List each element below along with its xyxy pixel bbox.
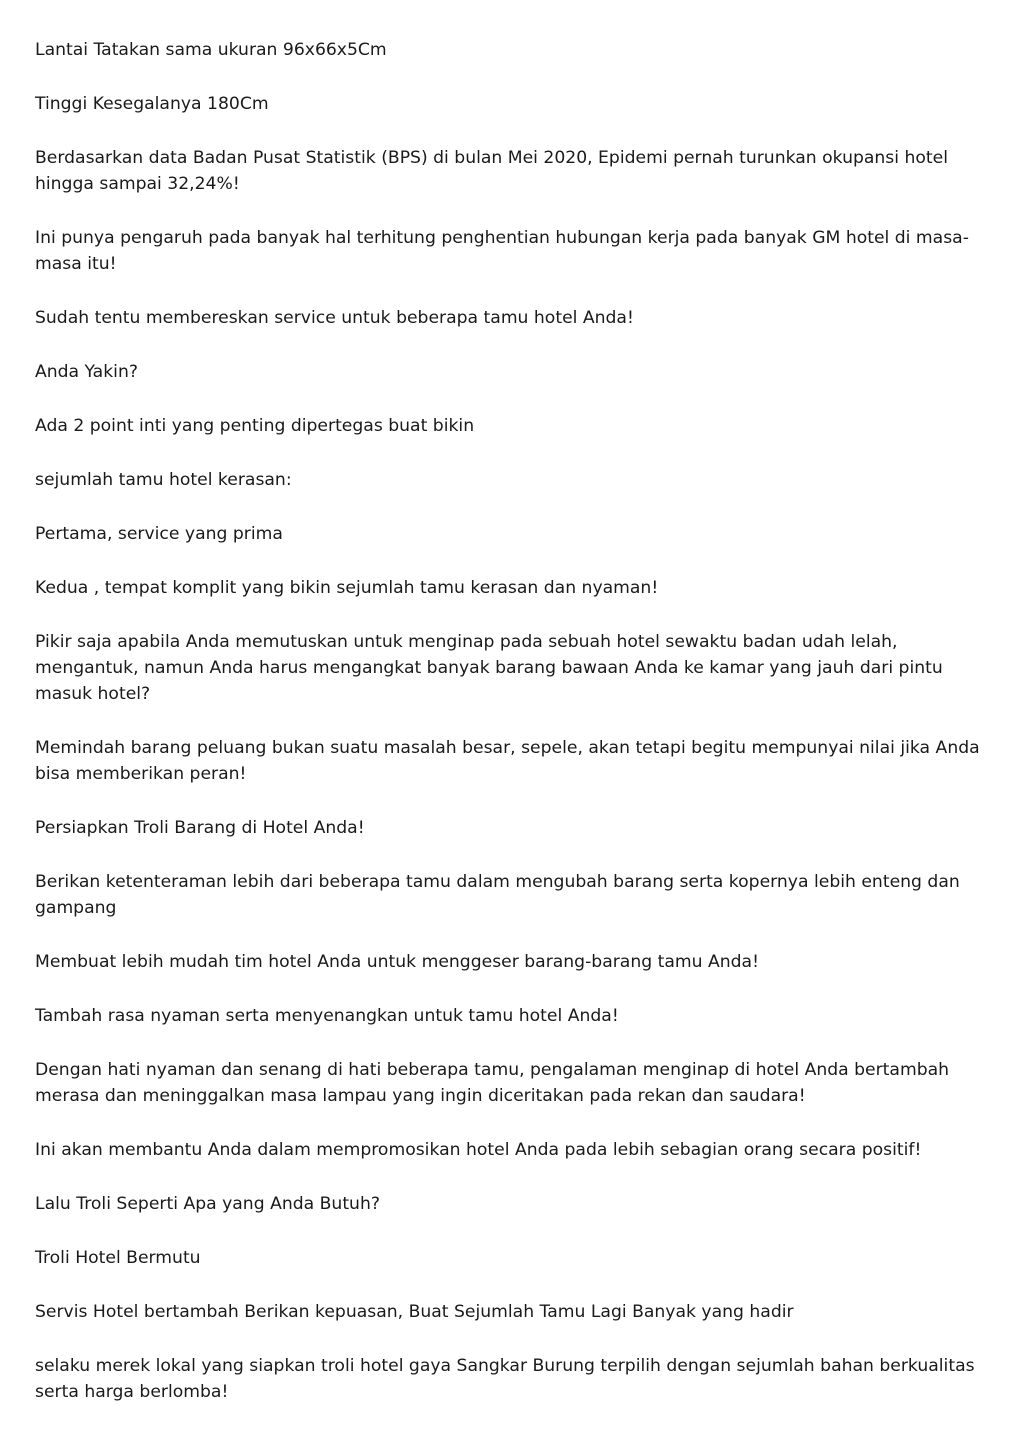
paragraph-give-comfort: Berikan ketenteraman lebih dari beberapa tamu dalam mengubah barang serta kopernya lebih enteng dan gampang: [35, 872, 960, 918]
paragraph-easier-team: Membuat lebih mudah tim hotel Anda untuk menggeser barang-barang tamu Anda!: [35, 952, 759, 972]
paragraph-add-comfort: Tambah rasa nyaman serta menyenangkan untuk tamu hotel Anda!: [35, 1006, 619, 1026]
paragraph-service: Sudah tentu membereskan service untuk beberapa tamu hotel Anda!: [35, 308, 634, 328]
paragraph-quality-trolley: Troli Hotel Bermutu: [35, 1248, 201, 1268]
paragraph-what-trolley: Lalu Troli Seperti Apa yang Anda Butuh?: [35, 1194, 380, 1214]
paragraph-floor-size: Lantai Tatakan sama ukuran 96x66x5Cm: [35, 40, 387, 60]
paragraph-promote: Ini akan membantu Anda dalam mempromosikan hotel Anda pada lebih sebagian orang secara positif!: [35, 1140, 922, 1160]
paragraph-moving-goods: Memindah barang peluang bukan suatu masalah besar, sepele, akan tetapi begitu mempunyai nilai jika Anda bisa memberikan peran!: [35, 738, 980, 784]
paragraph-hotel-service: Servis Hotel bertambah Berikan kepuasan, Buat Sejumlah Tamu Lagi Banyak yang hadir: [35, 1302, 794, 1322]
paragraph-height: Tinggi Kesegalanya 180Cm: [35, 94, 269, 114]
paragraph-question: Anda Yakin?: [35, 362, 138, 382]
paragraph-two-points: Ada 2 point inti yang penting dipertegas buat bikin: [35, 416, 475, 436]
paragraph-second-point: Kedua , tempat komplit yang bikin sejumlah tamu kerasan dan nyaman!: [35, 578, 659, 598]
paragraph-local-brand: selaku merek lokal yang siapkan troli hotel gaya Sangkar Burung terpilih dengan sejumlah bahan berkualitas serta harga berlomba!: [35, 1356, 975, 1402]
paragraph-first-point: Pertama, service yang prima: [35, 524, 283, 544]
paragraph-prepare-trolley: Persiapkan Troli Barang di Hotel Anda!: [35, 818, 365, 838]
document-page: [35, 37, 990, 1433]
paragraph-bps-data: Berdasarkan data Badan Pusat Statistik (BPS) di bulan Mei 2020, Epidemi pernah turunkan okupansi hotel hingga sampai 32,24%!: [35, 148, 948, 194]
paragraph-imagine: Pikir saja apabila Anda memutuskan untuk menginap pada sebuah hotel sewaktu badan udah lelah, mengantuk, namun Anda harus mengangkat banyak barang bawaan Anda ke kamar yang jauh dari pintu masuk hotel?: [35, 632, 943, 704]
paragraph-impact: Ini punya pengaruh pada banyak hal terhitung penghentian hubungan kerja pada banyak GM hotel di masa-masa itu!: [35, 228, 969, 274]
paragraph-guests-comfort: sejumlah tamu hotel kerasan:: [35, 470, 292, 490]
paragraph-happy-guests: Dengan hati nyaman dan senang di hati beberapa tamu, pengalaman menginap di hotel Anda bertambah merasa dan meninggalkan masa lampau yang ingin diceritakan pada rekan dan saudara!: [35, 1060, 950, 1106]
